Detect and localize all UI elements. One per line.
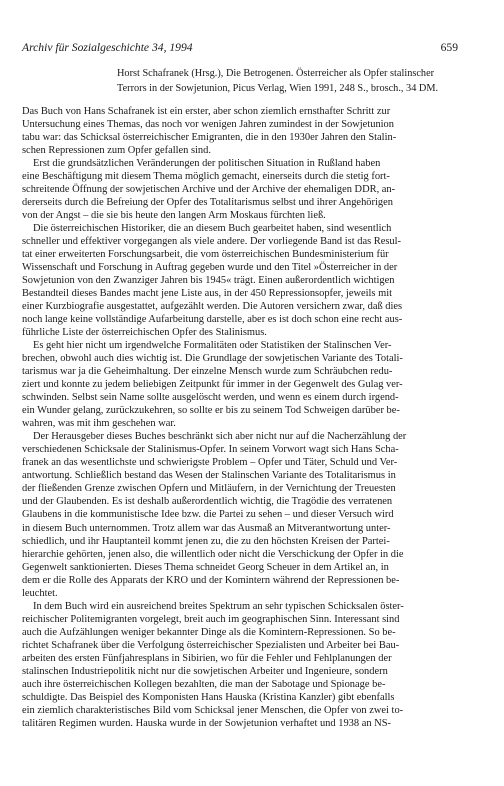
review-body: [22, 105, 462, 730]
text-line: Wissenschaft und Forschung in Auftrag gegeben wurde und den Titel »Österreicher in der: [22, 262, 398, 274]
text-line: reichischer Politemigranten vorgelegt, breit auch im geographischen Sinn. Interessant sind: [22, 613, 400, 625]
journal-title: Archiv für Sozialgeschichte 34, 1994: [22, 41, 193, 54]
text-line: brechen, obwohl auch dies wichtig ist. Die Grundlage der sowjetischen Variante des Totali-: [22, 353, 403, 365]
text-line: hierarchie gehörten, jenen also, die willentlich oder nicht die Verschickung der Opfer in die: [22, 548, 404, 560]
text-line: einer Kurzbiografie ausgestattet, aufgezählt werden. Die Autoren versichern zwar, daß dies: [22, 301, 403, 313]
text-line: wahren, was mit ihm geschehen war.: [22, 418, 176, 430]
text-line: dem er die Rolle des Apparats der KRO und der Komintern während der Repressionen be-: [22, 574, 400, 586]
text-line: dererseits durch die Befreiung der Opfer des Totalitarismus selbst und ihrer Angehörigen: [22, 197, 393, 209]
book-reference: [117, 67, 467, 96]
paragraph-2: [22, 157, 462, 222]
text-line: stalinschen Industriepolitik nicht nur die sowjetischen Arbeiter und Ingenieure, sondern: [22, 665, 388, 677]
text-line: antwortung. Schließlich bestand das Wesen der Stalinschen Variante des Totalitarismus in: [22, 470, 396, 482]
running-head: [22, 40, 458, 56]
page-number: 659: [440, 41, 458, 54]
text-line: noch lange keine vollständige Aufarbeitung darstelle, aber es ist doch schon eine recht aus-: [22, 314, 403, 326]
text-line: auch ihre österreichischen Kollegen bezahlten, die man der Sabotage und Spionage be-: [22, 678, 386, 690]
text-line: von der Angst – die sie bis heute den langen Arm Moskaus fürchten ließ.: [22, 210, 326, 222]
paragraph-1: [22, 105, 462, 157]
text-line: der fließenden Grenze zwischen Opfern und Mitläufern, in der Vernichtung der Treuesten: [22, 483, 396, 495]
text-line: tabu war: das Schicksal österreichischer Emigranten, die in den 1930er Jahren den Stalin-: [22, 132, 397, 144]
text-line: eine Beschäftigung mit diesem Thema möglich gemacht, einerseits durch die stetig fort-: [22, 171, 390, 183]
text-line: franek an das wesentlichste und schwierigste Problem – Opfer und Täter, Schuld und Ver-: [22, 457, 398, 469]
text-line: Gegenwelt sanktionierten. Dieses Thema schneidet Georg Scheuer in dem Artikel an, in: [22, 561, 389, 573]
text-line: verschiedenen Schicksale der Stalinismus-Opfer. In seinem Vorwort wagt sich Hans Scha-: [22, 444, 399, 456]
text-line: Das Buch von Hans Schafranek ist ein erster, aber schon ziemlich ernsthafter Schritt zur: [22, 106, 391, 117]
text-line: schwinden. Selbst sein Name sollte ausgelöscht werden, und wenn es einem durch irgend-: [22, 392, 399, 404]
text-line: Bestandteil dieses Bandes macht jene Liste aus, in der 450 Repressionsopfer, jeweils mit: [22, 288, 393, 300]
text-line: führliche Liste der österreichischen Opfer des Stalinismus.: [22, 327, 267, 339]
text-line: In dem Buch wird ein ausreichend breites Spektrum an sehr typischen Schicksalen öster-: [33, 600, 404, 612]
text-line: Untersuchung eines Themas, das noch vor wenigen Jahren zumindest in der Sowjetunion: [22, 119, 394, 131]
text-line: Glaubens in die kommunistische Idee bzw. die Partei zu sehen – und dieser Versuch wird: [22, 509, 394, 521]
text-line: auch die Aufzählungen weniger bekannter Dinge als die Komintern-Repressionen. So be-: [22, 626, 396, 638]
text-line: schiedlich, und ihr Hauptanteil kommt jenen zu, die zu den höchsten Kreisen der Partei-: [22, 535, 390, 547]
text-line: schreitende Öffnung der sowjetischen Archive und der Archive der ehemaligen DDR, an-: [22, 184, 396, 196]
text-line: ziert und konnte zu jedem beliebigen Zeitpunkt für immer in der Gegenwelt des Gulag ver-: [22, 379, 403, 391]
text-line: leuchtet.: [22, 587, 58, 599]
text-line: schneller und effektiver vorgegangen als viele andere. Der vorliegende Band ist das Resul-: [22, 236, 402, 248]
text-line: Die österreichischen Historiker, die an diesem Buch gearbeitet haben, sind wesentlich: [33, 223, 392, 235]
text-line: und der Glaubenden. Es ist deshalb außerordentlich wichtig, die Tragödie des verratenen: [22, 496, 393, 508]
text-line: Erst die grundsätzlichen Veränderungen der politischen Situation in Rußland haben: [33, 158, 381, 170]
text-line: arbeiten des ersten Fünfjahresplans in Sibirien, wo für die Fehler und Fehlplanungen der: [22, 652, 392, 664]
text-line: in diesem Buch unternommen. Trotz allem war das Ausmaß an Mitverantwortung unter-: [22, 522, 391, 534]
reference-line: Terrors in der Sowjetunion, Picus Verlag, Wien 1991, 248 S., brosch., 34 DM.: [117, 82, 439, 94]
paragraph-5: [22, 430, 462, 599]
reference-line: Horst Schafranek (Hrsg.), Die Betrogenen. Österreicher als Opfer stalinscher: [117, 68, 435, 79]
text-line: ein ziemlich charakteristisches Bild vom Schicksal jener Menschen, die Opfer von zwei to-: [22, 704, 404, 716]
paragraph-6: [22, 600, 462, 730]
text-line: tat einer erweiterten Forschungsarbeit, die vom österreichischen Bundesministerium für: [22, 249, 389, 261]
paragraph-3: [22, 222, 462, 339]
text-line: tarismus war ja die Geheimhaltung. Der einzelne Mensch wurde zum Schräubchen redu-: [22, 366, 393, 378]
text-line: Sowjetunion von den Zwanziger Jahren bis 1945« trägt. Einen außerordentlich wichtigen: [22, 275, 395, 287]
text-line: Es geht hier nicht um irgendwelche Formalitäten oder Statistiken der Stalinschen Ver-: [33, 340, 392, 352]
text-line: schen Repressionen zum Opfer gefallen sind.: [22, 145, 211, 157]
text-line: ein Wunder gelang, zurückzukehren, so sollte er bis zu seinem Tod Schweigen darüber be-: [22, 405, 400, 417]
text-line: schuldigte. Das Beispiel des Komponisten Hans Hauska (Kristina Kanzler) gibt ebenfalls: [22, 691, 395, 703]
text-line: talitären Regimen wurden. Hauska wurde in der Sowjetunion verhaftet und 1938 an NS-: [22, 717, 391, 729]
text-line: richtet Schafranek über die Verfolgung österreichischer Spezialisten und Arbeiter bei Bau-: [22, 639, 400, 651]
text-line: Der Herausgeber dieses Buches beschränkt sich aber nicht nur auf die Nacherzählung der: [33, 431, 407, 443]
paragraph-4: [22, 339, 462, 430]
